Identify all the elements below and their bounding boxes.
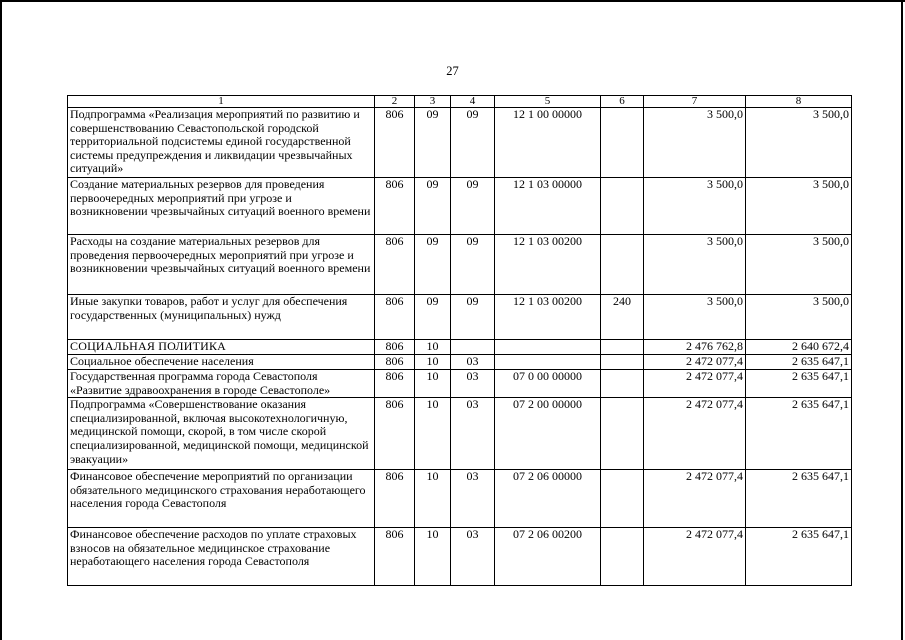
column-number: 1	[68, 96, 375, 108]
subsection-code: 09	[451, 295, 495, 340]
column-number: 8	[746, 96, 852, 108]
table-row	[68, 528, 852, 586]
row-name: Подпрограмма «Совершенствование оказания специализированной, включая высокотехнологичную, медицинской помощи, скорой, в том числе скорой специализированной, медицинской помощи, медицинской эвакуации»	[68, 398, 375, 470]
scan-border-top	[0, 0, 905, 2]
table-row	[68, 355, 852, 370]
subsection-code: 09	[451, 235, 495, 295]
row-name: Подпрограмма «Реализация мероприятий по развитию и совершенствованию Севастопольской городской территориальной подсистемы единой государственной системы предупреждения и ликвидации чрезвычайных ситуаций»	[68, 108, 375, 178]
amount-col8: 2 635 647,1	[746, 355, 852, 370]
section-code: 10	[415, 370, 451, 398]
amount-col7: 2 472 077,4	[644, 370, 746, 398]
subsection-code	[451, 340, 495, 355]
section-code: 09	[415, 235, 451, 295]
amount-col8: 3 500,0	[746, 295, 852, 340]
expense-type-code	[601, 528, 644, 586]
row-name: Расходы на создание материальных резервов для проведения первоочередных мероприятий при угрозе и возникновении чрезвычайных ситуаций военного времени	[68, 235, 375, 295]
amount-col7: 2 472 077,4	[644, 528, 746, 586]
target-article-code: 12 1 03 00200	[495, 295, 601, 340]
section-code: 10	[415, 398, 451, 470]
amount-col8: 3 500,0	[746, 108, 852, 178]
amount-col8: 2 635 647,1	[746, 528, 852, 586]
table-row	[68, 340, 852, 355]
amount-col8: 2 640 672,4	[746, 340, 852, 355]
amount-col8: 2 635 647,1	[746, 470, 852, 528]
amount-col7: 3 500,0	[644, 235, 746, 295]
row-name: СОЦИАЛЬНАЯ ПОЛИТИКА	[68, 340, 375, 355]
target-article-code: 07 2 00 00000	[495, 398, 601, 470]
column-number: 5	[495, 96, 601, 108]
amount-col7: 3 500,0	[644, 108, 746, 178]
target-article-code: 12 1 03 00000	[495, 178, 601, 235]
table-row	[68, 108, 852, 178]
grbs-code: 806	[375, 108, 415, 178]
amount-col7: 2 472 077,4	[644, 398, 746, 470]
expense-type-code	[601, 355, 644, 370]
section-code: 10	[415, 528, 451, 586]
table-row	[68, 178, 852, 235]
target-article-code: 07 2 06 00200	[495, 528, 601, 586]
expense-type-code	[601, 178, 644, 235]
section-code: 10	[415, 470, 451, 528]
page-number: 27	[446, 64, 459, 78]
target-article-code	[495, 340, 601, 355]
subsection-code: 03	[451, 398, 495, 470]
target-article-code: 07 2 06 00000	[495, 470, 601, 528]
column-number: 6	[601, 96, 644, 108]
section-code: 09	[415, 108, 451, 178]
section-code: 09	[415, 178, 451, 235]
amount-col7: 2 472 077,4	[644, 470, 746, 528]
expense-type-code: 240	[601, 295, 644, 340]
amount-col7: 2 476 762,8	[644, 340, 746, 355]
column-number: 4	[451, 96, 495, 108]
amount-col7: 2 472 077,4	[644, 355, 746, 370]
row-name: Социальное обеспечение населения	[68, 355, 375, 370]
target-article-code: 12 1 00 00000	[495, 108, 601, 178]
expense-type-code	[601, 470, 644, 528]
grbs-code: 806	[375, 235, 415, 295]
grbs-code: 806	[375, 178, 415, 235]
target-article-code	[495, 355, 601, 370]
subsection-code: 03	[451, 528, 495, 586]
section-code: 10	[415, 340, 451, 355]
target-article-code: 07 0 00 00000	[495, 370, 601, 398]
amount-col7: 3 500,0	[644, 178, 746, 235]
subsection-code: 03	[451, 470, 495, 528]
amount-col8: 3 500,0	[746, 235, 852, 295]
budget-table	[67, 95, 852, 586]
row-name: Финансовое обеспечение расходов по уплате страховых взносов на обязательное медицинское страхование неработающего населения города Севастополя	[68, 528, 375, 586]
column-number: 2	[375, 96, 415, 108]
expense-type-code	[601, 108, 644, 178]
row-name: Финансовое обеспечение мероприятий по организации обязательного медицинского страхования неработающего населения города Севастополя	[68, 470, 375, 528]
subsection-code: 03	[451, 355, 495, 370]
subsection-code: 09	[451, 108, 495, 178]
table-row	[68, 370, 852, 398]
expense-type-code	[601, 235, 644, 295]
column-number: 3	[415, 96, 451, 108]
expense-type-code	[601, 398, 644, 470]
target-article-code: 12 1 03 00200	[495, 235, 601, 295]
grbs-code: 806	[375, 470, 415, 528]
column-numbers-row	[68, 96, 852, 108]
amount-col8: 2 635 647,1	[746, 398, 852, 470]
grbs-code: 806	[375, 295, 415, 340]
table-row	[68, 235, 852, 295]
subsection-code: 09	[451, 178, 495, 235]
table-row	[68, 470, 852, 528]
expense-type-code	[601, 370, 644, 398]
column-number: 7	[644, 96, 746, 108]
row-name: Создание материальных резервов для проведения первоочередных мероприятий при угрозе и возникновении чрезвычайных ситуаций военного времени	[68, 178, 375, 235]
grbs-code: 806	[375, 528, 415, 586]
grbs-code: 806	[375, 370, 415, 398]
grbs-code: 806	[375, 398, 415, 470]
grbs-code: 806	[375, 355, 415, 370]
section-code: 10	[415, 355, 451, 370]
scan-border-left	[0, 0, 2, 640]
subsection-code: 03	[451, 370, 495, 398]
grbs-code: 806	[375, 340, 415, 355]
amount-col8: 2 635 647,1	[746, 370, 852, 398]
table-row	[68, 295, 852, 340]
row-name: Иные закупки товаров, работ и услуг для обеспечения государственных (муниципальных) нужд	[68, 295, 375, 340]
section-code: 09	[415, 295, 451, 340]
row-name: Государственная программа города Севастополя «Развитие здравоохранения в городе Севастополе»	[68, 370, 375, 398]
amount-col7: 3 500,0	[644, 295, 746, 340]
expense-type-code	[601, 340, 644, 355]
amount-col8: 3 500,0	[746, 178, 852, 235]
scan-border-right	[901, 0, 903, 640]
table-row	[68, 398, 852, 470]
